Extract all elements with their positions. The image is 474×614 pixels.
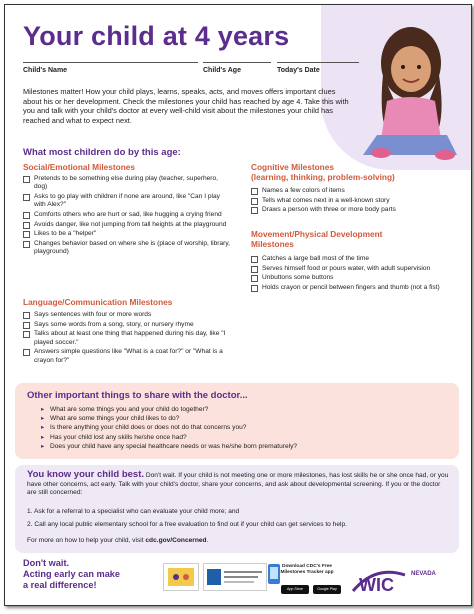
social-item[interactable]: Asks to go play with children if none are around, like "Can I play with Alex?" xyxy=(23,193,233,210)
doctor-item: ▸ Does your child have any special healthcare needs or was he/she born prematurely? xyxy=(41,442,297,451)
doctor-list xyxy=(41,405,297,451)
checkbox[interactable] xyxy=(23,176,30,183)
social-item[interactable]: Changes behavior based on where she is (place of worship, library, playground) xyxy=(23,240,233,257)
language-item[interactable]: Says sentences with four or more words xyxy=(23,311,233,319)
cognitive-list xyxy=(251,187,456,216)
checkbox[interactable] xyxy=(251,285,258,292)
google-play-button[interactable]: Google Play xyxy=(313,585,341,594)
social-list xyxy=(23,175,233,258)
todays-date-line xyxy=(277,62,359,63)
child-name-label: Child's Name xyxy=(23,67,68,74)
checkbox[interactable] xyxy=(23,212,30,219)
section-heading: What most children do by this age: xyxy=(23,147,181,158)
doctor-item: ▸ Is there anything your child does or does not do that concerns you? xyxy=(41,423,297,432)
cognitive-item[interactable]: Tells what comes next in a well-known story xyxy=(251,197,456,205)
page-title: Your child at 4 years xyxy=(23,21,290,51)
social-item[interactable]: Pretends to be something else during play (teacher, superhero, dog) xyxy=(23,175,233,192)
cognitive-item[interactable]: Names a few colors of items xyxy=(251,187,456,195)
app-promo-text: Download CDC's Free Milestones Tracker app xyxy=(280,564,334,575)
cognitive-heading: Cognitive Milestones (learning, thinking, problem-solving) xyxy=(251,162,395,182)
doctor-item: ▸ Has your child lost any skills he/she once had? xyxy=(41,433,297,442)
checkbox[interactable] xyxy=(251,207,258,214)
checkbox[interactable] xyxy=(251,188,258,195)
language-list xyxy=(23,311,233,366)
checkbox[interactable] xyxy=(251,275,258,282)
checkbox[interactable] xyxy=(23,231,30,238)
know-heading: You know your child best. xyxy=(27,469,145,480)
know-step-1: 1. Ask for a referral to a specialist who can evaluate your child more; and xyxy=(27,508,240,515)
doctor-questions-box xyxy=(15,383,459,459)
know-paragraph xyxy=(27,471,449,498)
physical-item[interactable]: Holds crayon or pencil between fingers and thumb (not a fist) xyxy=(251,284,456,292)
checkbox[interactable] xyxy=(23,222,30,229)
physical-item[interactable]: Serves himself food or pours water, with adult supervision xyxy=(251,265,456,273)
checkbox[interactable] xyxy=(23,312,30,319)
social-item[interactable]: Avoids danger, like not jumping from tall heights at the playground xyxy=(23,221,233,229)
checkbox[interactable] xyxy=(251,266,258,273)
know-more: For more on how to help your child, visit cdc.gov/Concerned. xyxy=(27,537,209,544)
cdc-concerned-link[interactable]: cdc.gov/Concerned xyxy=(145,537,207,544)
doctor-heading: Other important things to share with the doctor... xyxy=(27,390,248,401)
checkbox[interactable] xyxy=(251,256,258,263)
know-body: Don't wait. If your child is not meeting one or more milestones, has lost skills he or she once had, or you have other concerns, act early. Talk with your child's doctor, share your concerns, and ask about developmental screening. If you or the doctor are still concerned: xyxy=(27,472,449,497)
doctor-item: ▸ What are some things your child likes to do? xyxy=(41,414,297,423)
wic-state: NEVADA xyxy=(411,571,436,577)
social-item[interactable]: Comforts others who are hurt or sad, like hugging a crying friend xyxy=(23,211,233,219)
checkbox[interactable] xyxy=(23,349,30,356)
physical-item[interactable]: Unbuttons some buttons xyxy=(251,274,456,282)
checkbox[interactable] xyxy=(23,241,30,248)
know-step-2: 2. Call any local public elementary school for a free evaluation to find out if your child can get services to help. xyxy=(27,521,347,528)
wic-wordmark: WIC xyxy=(359,575,394,595)
language-heading: Language/Communication Milestones xyxy=(23,297,173,307)
learn-the-signs-logo xyxy=(163,563,199,591)
language-item[interactable]: Says some words from a song, story, or nursery rhyme xyxy=(23,321,233,329)
child-age-line xyxy=(203,62,271,63)
app-store-button[interactable]: App Store xyxy=(281,585,309,594)
wic-nevada-logo xyxy=(345,561,455,597)
physical-list xyxy=(251,255,456,293)
doctor-item: ▸ What are some things you and your child do together? xyxy=(41,405,297,414)
checkbox[interactable] xyxy=(23,194,30,201)
child-age-label: Child's Age xyxy=(203,67,241,74)
child-name-line xyxy=(23,62,198,63)
checkbox[interactable] xyxy=(23,322,30,329)
checkbox[interactable] xyxy=(251,198,258,205)
dont-wait-message: Don't wait. Acting early can make a real difference! xyxy=(23,558,121,590)
cognitive-item[interactable]: Draws a person with three or more body parts xyxy=(251,206,456,214)
physical-heading: Movement/Physical Development Milestones xyxy=(251,229,383,249)
intro-paragraph: Milestones matter! How your child plays, learns, speaks, acts, and moves offers important clues about his or her development. Check the milestones your child has reached by age 4. Take this with you and talk with your child's doctor at every well-child visit about the milestones your child has reached and what to expect next. xyxy=(23,87,349,125)
child-photo xyxy=(357,15,465,165)
language-item[interactable]: Answers simple questions like "What is a coat for?" or "What is a crayon for?" xyxy=(23,348,233,365)
cdc-logo xyxy=(203,563,267,591)
milestone-flyer xyxy=(4,4,472,606)
todays-date-label: Today's Date xyxy=(277,67,320,74)
checkbox[interactable] xyxy=(23,331,30,338)
language-item[interactable]: Talks about at least one thing that happened during his day, like "I played soccer." xyxy=(23,330,233,347)
physical-item[interactable]: Catches a large ball most of the time xyxy=(251,255,456,263)
know-your-child-box xyxy=(15,465,459,553)
social-heading: Social/Emotional Milestones xyxy=(23,162,136,172)
social-item[interactable]: Likes to be a "helper" xyxy=(23,230,233,238)
